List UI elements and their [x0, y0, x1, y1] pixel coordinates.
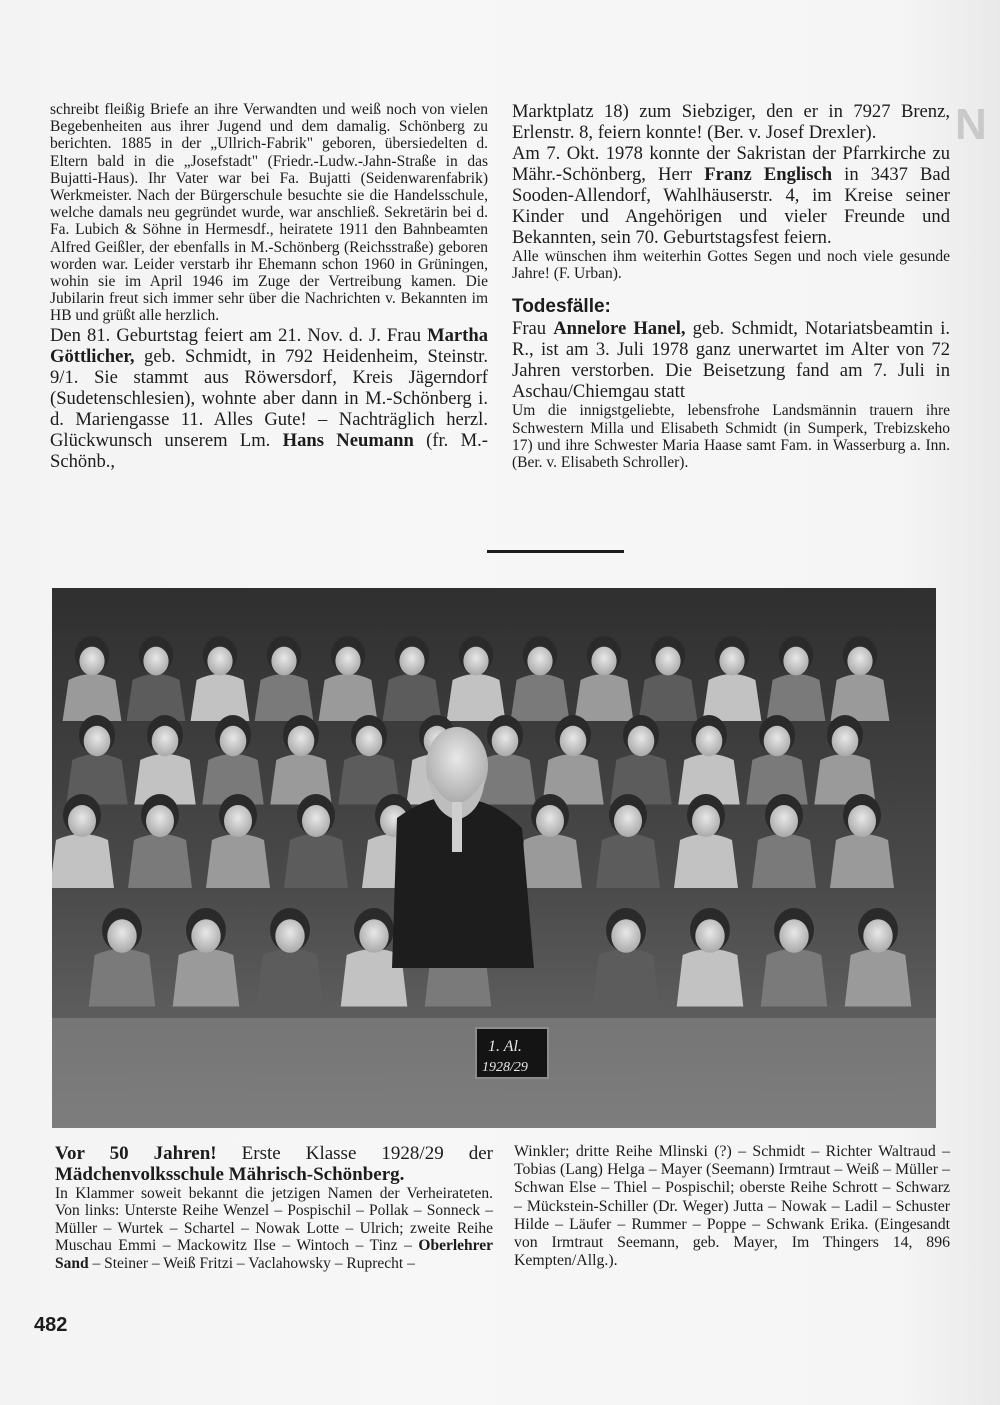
child-face: [356, 726, 383, 756]
text-segment: Am 7. Okt. 1978 konnte der Sakristan der Pfarrkirche zu Mähr.-Schönberg, Herr: [512, 143, 950, 185]
photo-illustration: [52, 588, 936, 1128]
child-face: [832, 726, 859, 756]
class-photograph: [52, 588, 936, 1128]
child-body: [383, 674, 442, 721]
child-body: [319, 674, 378, 721]
separator-rule: [487, 550, 624, 553]
child-face: [107, 919, 136, 953]
child-body: [255, 674, 314, 721]
child-body: [191, 674, 250, 721]
caption-names-left: [55, 1185, 493, 1272]
text-segment: (fr. M.-Schönb.,: [50, 429, 488, 472]
text-segment: In Klammer soweit bekannt die jetzigen Namen der Verheirateten. Von links: Unterste Reihe Wenzel – Pospischil – Pollak – Sonneck – Müller – Wurtek – Schartel – Nowak Lotte – Ulrich; zweite Reihe Muschau Emmi – Mackowitz Ilse – Wintoch – Tinz –: [55, 1185, 493, 1255]
child-face: [492, 726, 519, 756]
child-face: [560, 726, 587, 756]
child-body: [63, 674, 122, 721]
text-segment: Frau: [512, 318, 554, 340]
child-face: [628, 726, 655, 756]
paragraph-geissler: schreibt fleißig Briefe an ihre Verwandten und weiß noch von vielen Begebenheiten aus ihrer Jugend und dem damalig. Schönberg zu berichten. 1885 in der „Ullrich-Fabrik" geboren, übersiedelten d. Eltern bald in die „Josefstadt" (Friedr.-Ludw.-Jahn-Straße in das Bujatti-Haus). Ihr Vater war bei Fa. Bujatti (Seidenwarenfabrik) Werkmeister. Nach der Bürgerschule besuchte sie die Handelsschule, welche damals neu gegründet wurde, war anschließ. Sekretärin bei d. Fa. Lubich & Söhne in Hermesdf., heiratete 1911 den Bahnbeamten Alfred Geißler, der ebenfalls in M.-Schönberg (Reichsstraße) geboren worden war. Leider verstarb ihr Ehemann schon 1960 in Grüningen, wohin sie im April 1946 im Zuge der Vertreibung kamen. Die Jubilarin freut sich immer sehr über die Nachrichten v. Bekannten im HB und grüßt alle herzlich.: [50, 101, 488, 325]
child-face: [220, 726, 247, 756]
child-face: [143, 647, 168, 676]
child-face: [611, 919, 640, 953]
child-face: [779, 919, 808, 953]
child-body: [511, 674, 570, 721]
section-heading-todesfaelle: Todesfälle:: [512, 296, 611, 318]
child-body: [52, 834, 114, 888]
child-face: [359, 919, 388, 953]
text-segment: Erste Klasse 1928/29 der: [216, 1143, 493, 1164]
child-face: [847, 647, 872, 676]
child-body: [284, 834, 348, 888]
child-face: [764, 726, 791, 756]
child-body: [518, 834, 582, 888]
text-segment: Den 81. Geburtstag feiert am 21. Nov. d. J. Frau: [50, 324, 428, 346]
paragraph-goettlicher: [50, 325, 488, 472]
child-face: [207, 647, 232, 676]
paragraph-hanel: [512, 318, 950, 402]
right-column: [512, 101, 950, 471]
text-segment: – Steiner – Weiß Fritzi – Vaclahowsky – Ruprecht –: [88, 1254, 415, 1272]
name-franz-englisch: Franz Englisch: [704, 164, 833, 185]
child-face: [68, 805, 96, 837]
child-face: [271, 647, 296, 676]
paragraph-mourners: Um die innigstgeliebte, lebensfrohe Landsmännin trauern ihre Schwestern Milla und Elisabeth Schmidt (in Sumperk, Trebizskeho 17) und ihre Schwester Maria Haase samt Fam. in Wasserburg a. Inn. (Ber. v. Elisabeth Schroller).: [512, 402, 950, 472]
child-body: [127, 674, 186, 721]
child-face: [146, 805, 174, 837]
child-face: [848, 805, 876, 837]
child-face: [719, 647, 744, 676]
child-body: [845, 949, 912, 1007]
child-body: [674, 834, 738, 888]
child-face: [275, 919, 304, 953]
child-body: [831, 674, 890, 721]
child-face: [79, 647, 104, 676]
child-face: [536, 805, 564, 837]
child-body: [596, 834, 660, 888]
name-oberlehrer-sand: Oberlehrer Sand: [55, 1237, 493, 1272]
child-body: [593, 949, 660, 1007]
child-face: [695, 919, 724, 953]
child-body: [703, 674, 762, 721]
child-face: [463, 647, 488, 676]
child-face: [696, 726, 723, 756]
child-face: [288, 726, 315, 756]
class-slate: [476, 1028, 548, 1078]
caption-right: [514, 1143, 950, 1270]
text-segment: geb. Schmidt, Notariatsbeamtin i. R., ist am 3. Juli 1978 ganz unerwartet im Alter von 72 Jahren verstorben. Die Beisetzung fand am 7. Juli in Aschau/Chiemgau statt: [512, 318, 951, 403]
child-body: [767, 674, 826, 721]
slate-text-class: 1. Al.: [488, 1038, 522, 1055]
caption-title: [55, 1143, 493, 1185]
child-body: [761, 949, 828, 1007]
caption-title-school: Mädchenvolksschule Mährisch-Schönberg.: [55, 1164, 405, 1185]
paragraph-urban: Alle wünschen ihm weiterhin Gottes Segen und noch viele gesunde Jahre! (F. Urban).: [512, 248, 950, 283]
child-body: [752, 834, 816, 888]
child-face: [399, 647, 424, 676]
child-body: [830, 834, 894, 888]
child-face: [191, 919, 220, 953]
child-body: [257, 949, 324, 1007]
child-face: [770, 805, 798, 837]
child-face: [527, 647, 552, 676]
slate-text-year: 1928/29: [482, 1060, 528, 1075]
child-body: [89, 949, 156, 1007]
child-face: [84, 726, 111, 756]
name-annelore-hanel: Annelore Hanel,: [553, 318, 686, 340]
paragraph-englisch: [512, 143, 950, 248]
name-hans-neumann: Hans Neumann: [282, 429, 414, 451]
text-segment: geb. Schmidt, in 792 Heidenheim, Steinstr. 9/1. Sie stammt aus Röwersdorf, Kreis Jägerndorf (Sudetenschlesien), wohnte aber dann in M.-Schönberg i. d. Mariengasse 11. Alles Gute! – Nachträglich herzl. Glückwunsch unserem Lm.: [50, 345, 488, 451]
page-number: 482: [34, 1314, 68, 1336]
text-segment: in 3437 Bad Sooden-Allendorf, Wahlhäuserstr. 4, im Kreise seiner Kinder und Angehörigen und vieler Freunde und Bekannten, sein 70. Geburtstagsfest feiern.: [512, 164, 950, 248]
child-face: [692, 805, 720, 837]
child-face: [224, 805, 252, 837]
child-face: [302, 805, 330, 837]
child-body: [575, 674, 634, 721]
left-column: [50, 101, 488, 472]
name-martha-goettlicher: Martha Göttlicher,: [50, 324, 488, 367]
child-body: [173, 949, 240, 1007]
child-face: [783, 647, 808, 676]
paragraph-drexler: Marktplatz 18) zum Siebziger, den er in 7927 Brenz, Erlenstr. 8, feiern konnte! (Ber. v. Josef Drexler).: [512, 101, 950, 143]
child-body: [639, 674, 698, 721]
child-face: [614, 805, 642, 837]
caption-names-right: Winkler; dritte Reihe Mlinski (?) – Schmidt – Richter Waltraud – Tobias (Lang) Helga – Mayer (Seemann) Irmtraut – Weiß – Müller – Schwan Else – Thiel – Pospischil; oberste Reihe Schrott – Schwarz – Mückstein-Schiller (Dr. Weger) Jutta – Nowak – Ladil – Schuster Hilde – Läufer – Rummer – Poppe – Schwank Erika. (Eingesandt von Irmtraut Seemann, geb. Mayer, Im Thingers 14, 896 Kempten/Allg.).: [514, 1143, 950, 1270]
bleed-through-text: N: [955, 100, 987, 149]
child-face: [863, 919, 892, 953]
child-body: [677, 949, 744, 1007]
caption-title-lead: Vor 50 Jahren!: [55, 1143, 217, 1164]
child-face: [335, 647, 360, 676]
child-face: [152, 726, 179, 756]
child-body: [206, 834, 270, 888]
caption-left: [55, 1143, 493, 1272]
child-body: [128, 834, 192, 888]
child-face: [591, 647, 616, 676]
child-face: [655, 647, 680, 676]
child-body: [447, 674, 506, 721]
